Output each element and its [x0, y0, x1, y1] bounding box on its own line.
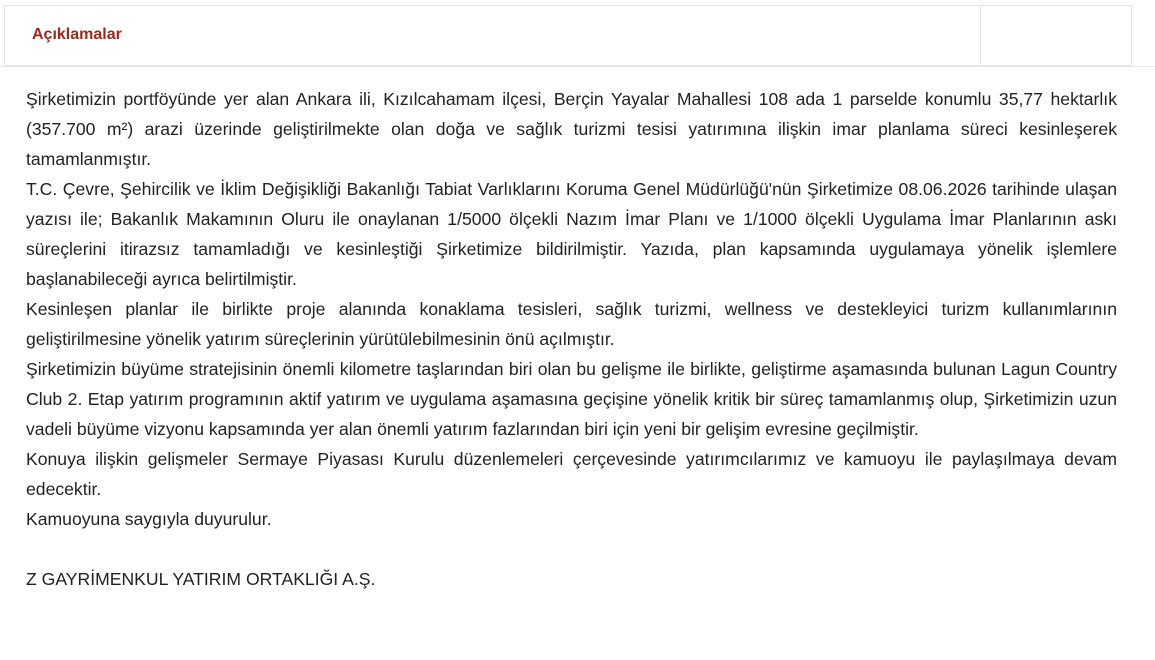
paragraph-spk-disclosure: Konuya ilişkin gelişmeler Sermaye Piyasası Kurulu düzenlemeleri çerçevesinde yatırımcılarımız ve kamuoyu ile paylaşılmaya devam edecektir. — [26, 449, 1117, 499]
paragraph-public-notice: Kamuoyuna saygıyla duyurulur. — [26, 509, 272, 529]
spacer — [26, 534, 1117, 564]
paragraph-portfolio-land: Şirketimizin portföyünde yer alan Ankara ili, Kızılcahamam ilçesi, Berçin Yayalar Mahallesi 108 ada 1 parselde konumlu 35,77 hektarlık (357.700 m²) arazi üzerinde geliştirilmekte olan doğa ve sağlık turizmi tesisi yatırımına ilişkin imar planlama süreci kesinleşerek tamamlanmıştır. — [26, 89, 1117, 169]
header-cell-divider — [980, 6, 981, 65]
announcement-body — [26, 84, 1117, 594]
header-divider — [0, 66, 1155, 67]
company-signature: Z GAYRİMENKUL YATIRIM ORTAKLIĞI A.Ş. — [26, 569, 376, 589]
paragraph-ministry-approval: T.C. Çevre, Şehircilik ve İklim Değişikliği Bakanlığı Tabiat Varlıklarını Koruma Genel Müdürlüğü'nün Şirketimize 08.06.2026 tarihinde ulaşan yazısı ile; Bakanlık Makamının Oluru ile onaylanan 1/5000 ölçekli Nazım İmar Planı ve 1/1000 ölçekli Uygulama İmar Planlarının askı süreçlerini itirazsız tamamladığı ve kesinleştiği Şirketimize bildirilmiştir. Yazıda, plan kapsamında uygulamaya yönelik işlemlere başlanabileceği ayrıca belirtilmiştir. — [26, 179, 1117, 289]
section-title: Açıklamalar — [32, 26, 122, 43]
paragraph-finalized-plans: Kesinleşen planlar ile birlikte proje alanında konaklama tesisleri, sağlık turizmi, wellness ve destekleyici turizm kullanımlarının geliştirilmesine yönelik yatırım süreçlerinin yürütülebilmesinin önü açılmıştır. — [26, 299, 1117, 349]
paragraph-growth-strategy: Şirketimizin büyüme stratejisinin önemli kilometre taşlarından biri olan bu gelişme ile birlikte, geliştirme aşamasında bulunan Lagun Country Club 2. Etap yatırım programının aktif yatırım ve uygulama aşamasına geçişine yönelik kritik bir süreç tamamlanmış olup, Şirketimizin uzun vadeli büyüme vizyonu kapsamında yer alan önemli yatırım fazlarından biri için yeni bir gelişim evresine geçilmiştir. — [26, 359, 1117, 439]
explanations-header — [4, 5, 1132, 66]
